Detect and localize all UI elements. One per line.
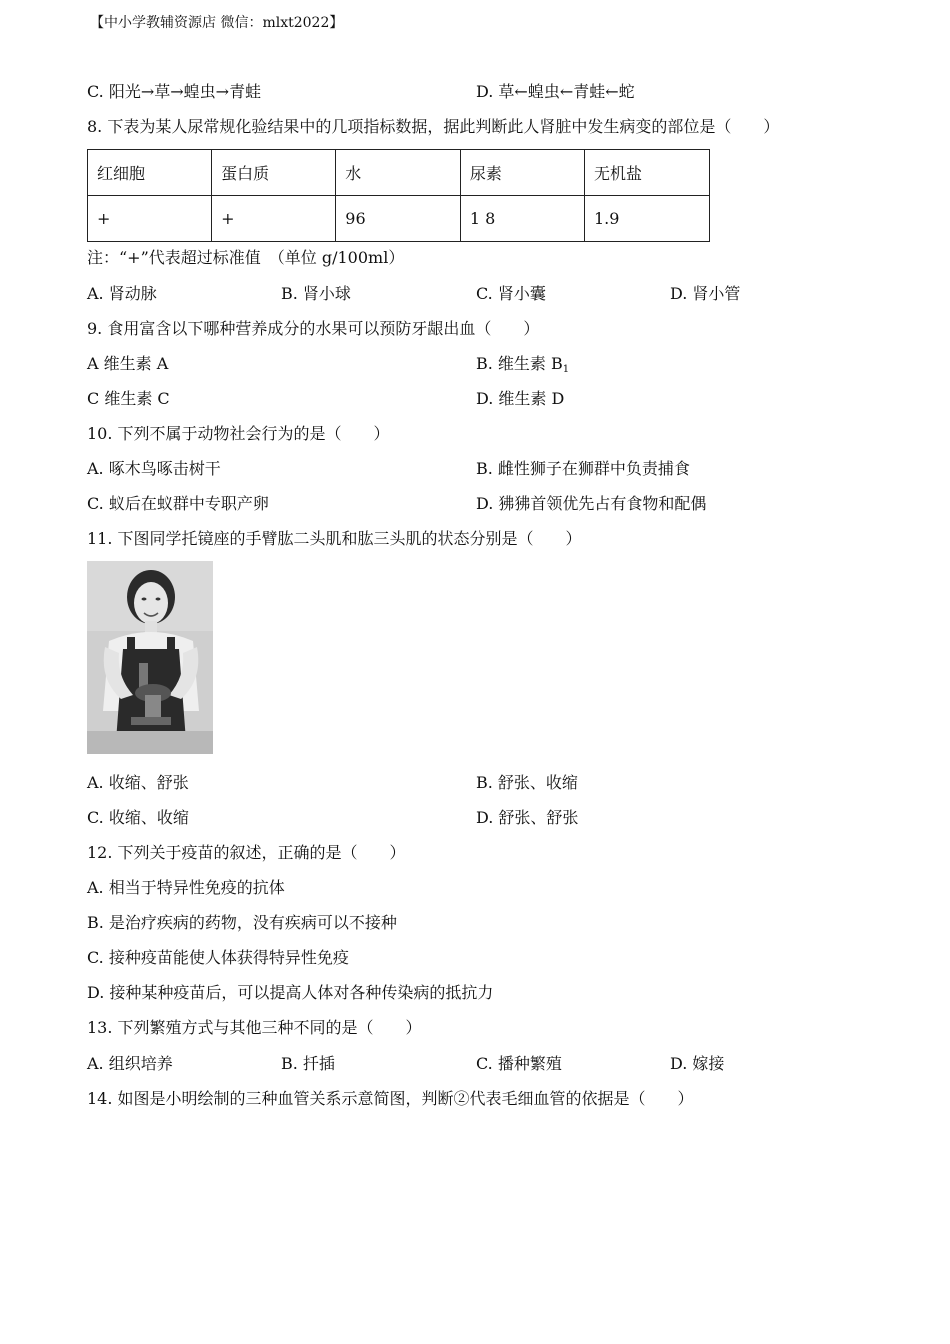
- q8-stem: 8. 下表为某人尿常规化验结果中的几项指标数据，据此判断此人肾脏中发生病变的部位是（ ）: [87, 117, 780, 136]
- table-cell: +: [88, 196, 212, 242]
- q11-option-a: A. 收缩、舒张: [87, 773, 189, 792]
- q8-option-a: A. 肾动脉: [87, 284, 157, 303]
- q14-stem: 14. 如图是小明绘制的三种血管关系示意简图，判断②代表毛细血管的依据是（ ）: [87, 1089, 694, 1108]
- q12-option-a: A. 相当于特异性免疫的抗体: [87, 878, 285, 897]
- table-cell: +: [212, 196, 336, 242]
- q13-option-d: D. 嫁接: [670, 1054, 725, 1073]
- table-header-row: [88, 150, 710, 196]
- q10-option-d: D. 狒狒首领优先占有食物和配偶: [476, 494, 707, 513]
- q8-option-d: D. 肾小管: [670, 284, 741, 303]
- q11-option-b: B. 舒张、收缩: [476, 773, 578, 792]
- table-header-cell: 尿素: [460, 150, 584, 196]
- q10-option-a: A. 啄木鸟啄击树干: [87, 459, 221, 478]
- q13-option-b: B. 扦插: [281, 1054, 335, 1073]
- q8-note: 注：“+”代表超过标准值 （单位 g/100ml）: [87, 248, 405, 267]
- q13-stem: 13. 下列繁殖方式与其他三种不同的是（ ）: [87, 1018, 422, 1037]
- q7-option-c: C. 阳光→草→蝗虫→青蛙: [87, 82, 262, 101]
- table-header-cell: 蛋白质: [212, 150, 336, 196]
- q10-stem: 10. 下列不属于动物社会行为的是（ ）: [87, 424, 390, 443]
- q10-option-c: C. 蚁后在蚁群中专职产卵: [87, 494, 269, 513]
- q10-option-b: B. 雌性狮子在狮群中负责捕食: [476, 459, 690, 478]
- q8-option-c: C. 肾小囊: [476, 284, 546, 303]
- page-header: 【中小学教辅资源店 微信：mlxt2022】: [90, 15, 344, 31]
- q9-option-a: A 维生素 A: [87, 354, 169, 373]
- student-microscope-photo: [87, 561, 213, 754]
- q13-option-a: A. 组织培养: [87, 1054, 173, 1073]
- q9-stem: 9. 食用富含以下哪种营养成分的水果可以预防牙龈出血（ ）: [87, 319, 540, 338]
- q12-option-d: D. 接种某种疫苗后，可以提高人体对各种传染病的抵抗力: [87, 983, 494, 1002]
- table-row: [88, 196, 710, 242]
- q12-option-c: C. 接种疫苗能使人体获得特异性免疫: [87, 948, 349, 967]
- q11-option-c: C. 收缩、收缩: [87, 808, 189, 827]
- q7-option-d: D. 草←蝗虫←青蛙←蛇: [476, 82, 635, 101]
- q11-stem: 11. 下图同学托镜座的手臂肱二头肌和肱三头肌的状态分别是（ ）: [87, 529, 582, 548]
- q12-stem: 12. 下列关于疫苗的叙述，正确的是（ ）: [87, 843, 406, 862]
- table-header-cell: 红细胞: [88, 150, 212, 196]
- q11-option-d: D. 舒张、舒张: [476, 808, 579, 827]
- table-cell: 96: [336, 196, 461, 242]
- q9-option-d: D. 维生素 D: [476, 389, 565, 408]
- q8-option-b: B. 肾小球: [281, 284, 351, 303]
- urine-test-table: [87, 149, 710, 242]
- student-figure-illustration: [87, 561, 213, 754]
- q12-option-b: B. 是治疗疾病的药物，没有疾病可以不接种: [87, 913, 397, 932]
- q13-option-c: C. 播种繁殖: [476, 1054, 562, 1073]
- table-cell: 1 8: [460, 196, 584, 242]
- q9-option-b: [476, 353, 569, 381]
- table-header-cell: 无机盐: [584, 150, 709, 196]
- table-header-cell: 水: [336, 150, 461, 196]
- table-cell: 1.9: [584, 196, 709, 242]
- q9-option-c: C 维生素 C: [87, 389, 170, 408]
- q9-option-b-subscript: 1: [562, 364, 570, 375]
- q9-option-b-text: B. 维生素 B: [476, 354, 563, 373]
